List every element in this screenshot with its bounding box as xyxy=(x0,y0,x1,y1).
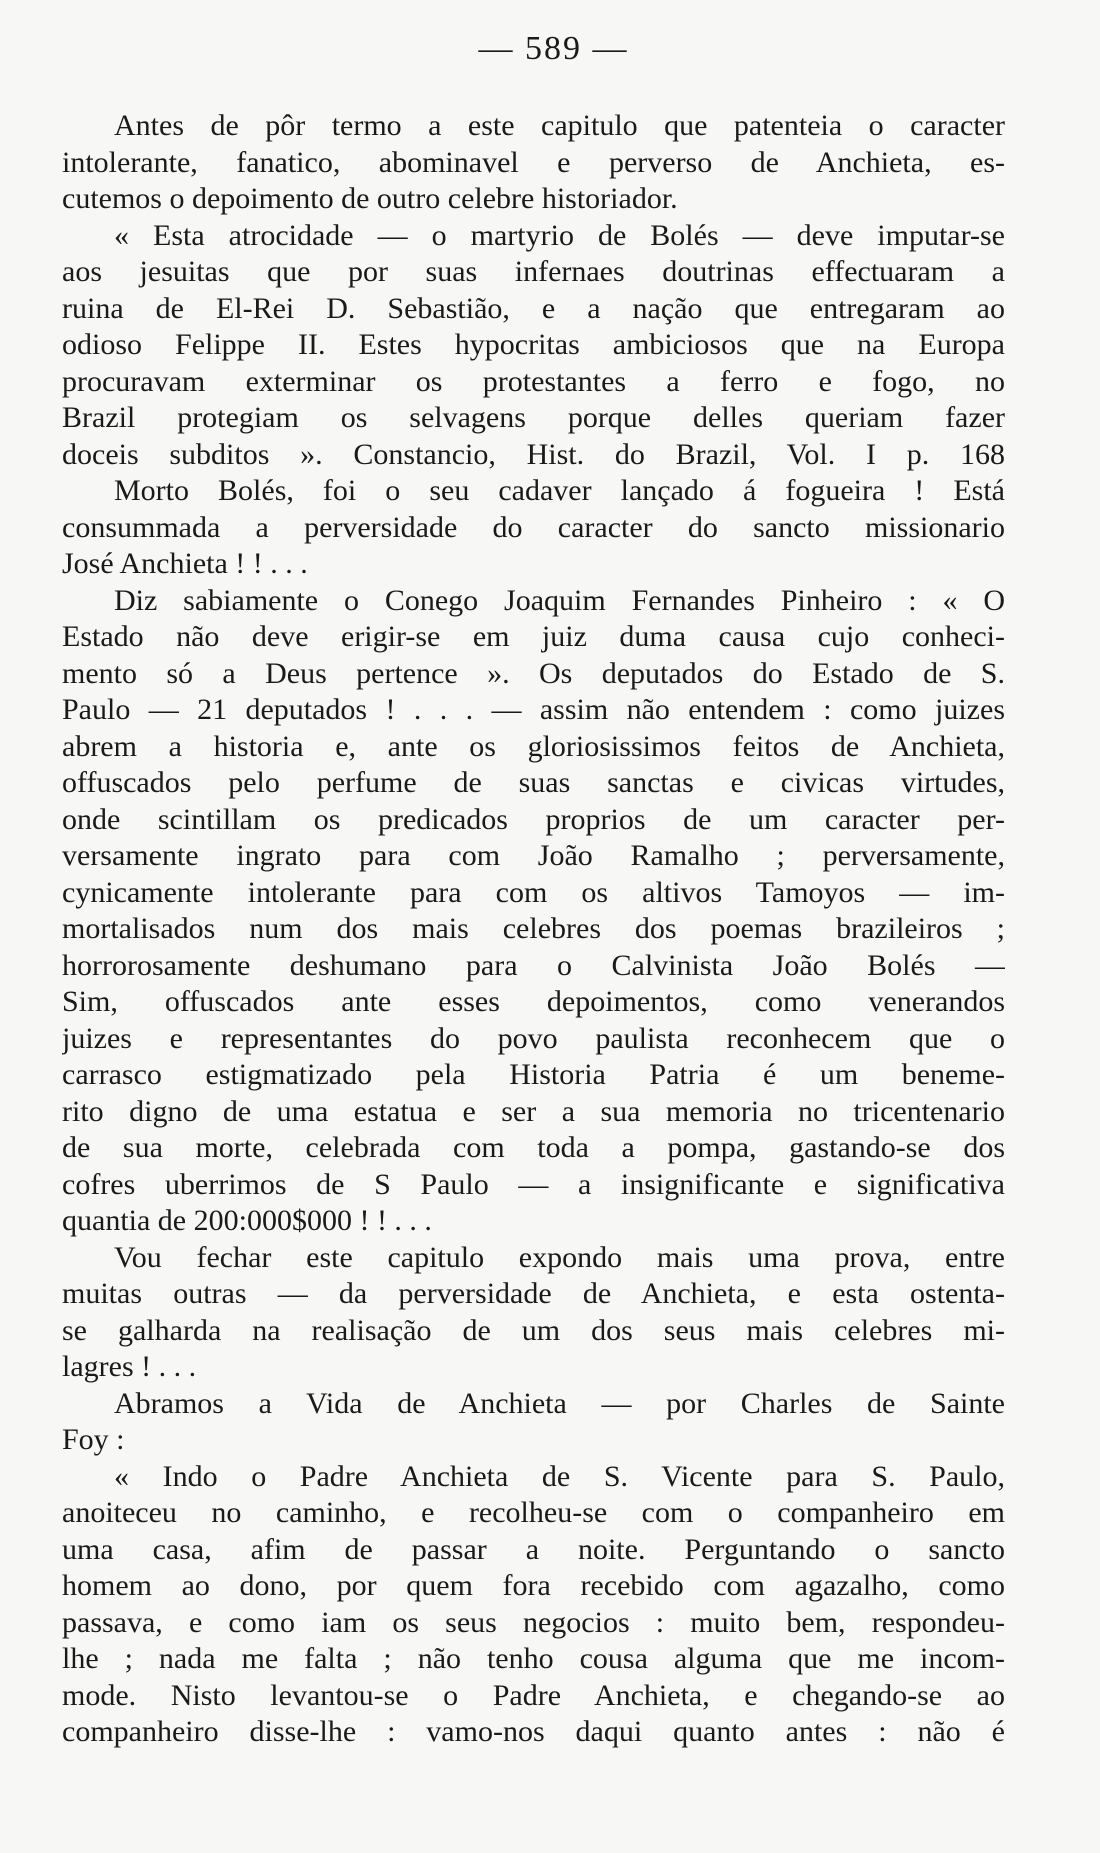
text-line: cofres uberrimos de S Paulo — a insignificante e significativa xyxy=(62,1167,1005,1201)
text-line: Paulo — 21 deputados ! . . . — assim não entendem : como juizes xyxy=(62,693,1005,726)
text-line: mortalisados num dos mais celebres dos poemas brazileiros ; xyxy=(62,912,1005,945)
text-line: abrem a historia e, ante os gloriosissimos feitos de Anchieta, xyxy=(62,729,1005,763)
text-line: doceis subditos ». Constancio, Hist. do Brazil, Vol. I p. 168 xyxy=(62,437,1005,471)
text-line: offuscados pelo perfume de suas sanctas e civicas virtudes, xyxy=(62,766,1005,799)
text-line: quantia de 200:000$000 ! ! . . . xyxy=(62,1204,432,1237)
text-line: José Anchieta ! ! . . . xyxy=(62,547,308,580)
page-number: — 589 — xyxy=(478,30,629,67)
paragraph-conego xyxy=(62,583,1005,1240)
text-line: Diz sabiamente o Conego Joaquim Fernandes Pinheiro : « O xyxy=(114,583,1005,617)
text-line: rito digno de uma estatua e ser a sua memoria no tricentenario xyxy=(62,1094,1005,1128)
text-line: Sim, offuscados ante esses depoimentos, como venerandos xyxy=(62,985,1005,1018)
text-line: de sua morte, celebrada com toda a pompa, gastando-se dos xyxy=(62,1131,1005,1164)
text-line: procuravam exterminar os protestantes a ferro e fogo, no xyxy=(62,364,1005,398)
text-line: passava, e como iam os seus negocios : muito bem, respondeu- xyxy=(62,1605,1005,1639)
text-line: Brazil protegiam os selvagens porque delles queriam fazer xyxy=(62,401,1005,434)
text-line: se galharda na realisação de um dos seus mais celebres mi- xyxy=(62,1313,1005,1347)
text-line: lhe ; nada me falta ; não tenho cousa alguma que me incom- xyxy=(62,1642,1005,1675)
paragraph-bolés-death xyxy=(62,473,1005,583)
paragraph-closing-chapter xyxy=(62,1240,1005,1386)
text-line: aos jesuitas que por suas infernaes doutrinas effectuaram a xyxy=(62,255,1005,288)
text-line: Estado não deve erigir-se em juiz duma causa cujo conheci- xyxy=(62,620,1005,653)
text-line: lagres ! . . . xyxy=(62,1350,197,1383)
text-line: cutemos o depoimento de outro celebre historiador. xyxy=(62,182,678,215)
text-line: juizes e representantes do povo paulista reconhecem que o xyxy=(62,1021,1005,1055)
text-line: « Indo o Padre Anchieta de S. Vicente para S. Paulo, xyxy=(114,1459,1005,1493)
paragraph-intro xyxy=(62,108,1005,218)
text-line: Abramos a Vida de Anchieta — por Charles de Sainte xyxy=(114,1386,1005,1420)
text-line: Morto Bolés, foi o seu cadaver lançado á fogueira ! Está xyxy=(114,474,1005,507)
text-line: onde scintillam os predicados proprios de um caracter per- xyxy=(62,802,1005,836)
text-line: intolerante, fanatico, abominavel e perverso de Anchieta, es- xyxy=(62,145,1005,179)
text-line: Vou fechar este capitulo expondo mais uma prova, entre xyxy=(114,1240,1005,1274)
text-line: ruina de El-Rei D. Sebastião, e a nação que entregaram ao xyxy=(62,291,1005,325)
text-line: uma casa, afim de passar a noite. Perguntando o sancto xyxy=(62,1532,1005,1566)
text-line: anoiteceu no caminho, e recolheu-se com o companheiro em xyxy=(62,1496,1005,1529)
text-line: companheiro disse-lhe : vamo-nos daqui quanto antes : não é xyxy=(62,1715,1005,1748)
paragraph-quote-constancio xyxy=(62,218,1005,474)
text-line: cynicamente intolerante para com os altivos Tamoyos — im- xyxy=(62,875,1005,909)
page-text xyxy=(62,108,1005,1751)
text-line: odioso Felippe II. Estes hypocritas ambiciosos que na Europa xyxy=(62,328,1005,361)
text-line: mento só a Deus pertence ». Os deputados do Estado de S. xyxy=(62,656,1005,690)
text-line: horrorosamente deshumano para o Calvinista João Bolés — xyxy=(62,948,1005,982)
text-line: muitas outras — da perversidade de Anchieta, e esta ostenta- xyxy=(62,1277,1005,1310)
text-line: homem ao dono, por quem fora recebido com agazalho, como xyxy=(62,1569,1005,1602)
text-line: carrasco estigmatizado pela Historia Patria é um beneme- xyxy=(62,1058,1005,1091)
text-line: mode. Nisto levantou-se o Padre Anchieta, e chegando-se ao xyxy=(62,1678,1005,1712)
paragraph-quote-sainte-foy xyxy=(62,1459,1005,1751)
text-line: versamente ingrato para com João Ramalho ; perversamente, xyxy=(62,839,1005,872)
text-line: consummada a perversidade do caracter do sancto missionario xyxy=(62,510,1005,544)
text-line: « Esta atrocidade — o martyrio de Bolés — deve imputar-se xyxy=(114,218,1005,252)
paragraph-vida-de-anchieta xyxy=(62,1386,1005,1459)
text-line: Foy : xyxy=(62,1423,125,1456)
text-line: Antes de pôr termo a este capitulo que patenteia o caracter xyxy=(114,109,1005,142)
